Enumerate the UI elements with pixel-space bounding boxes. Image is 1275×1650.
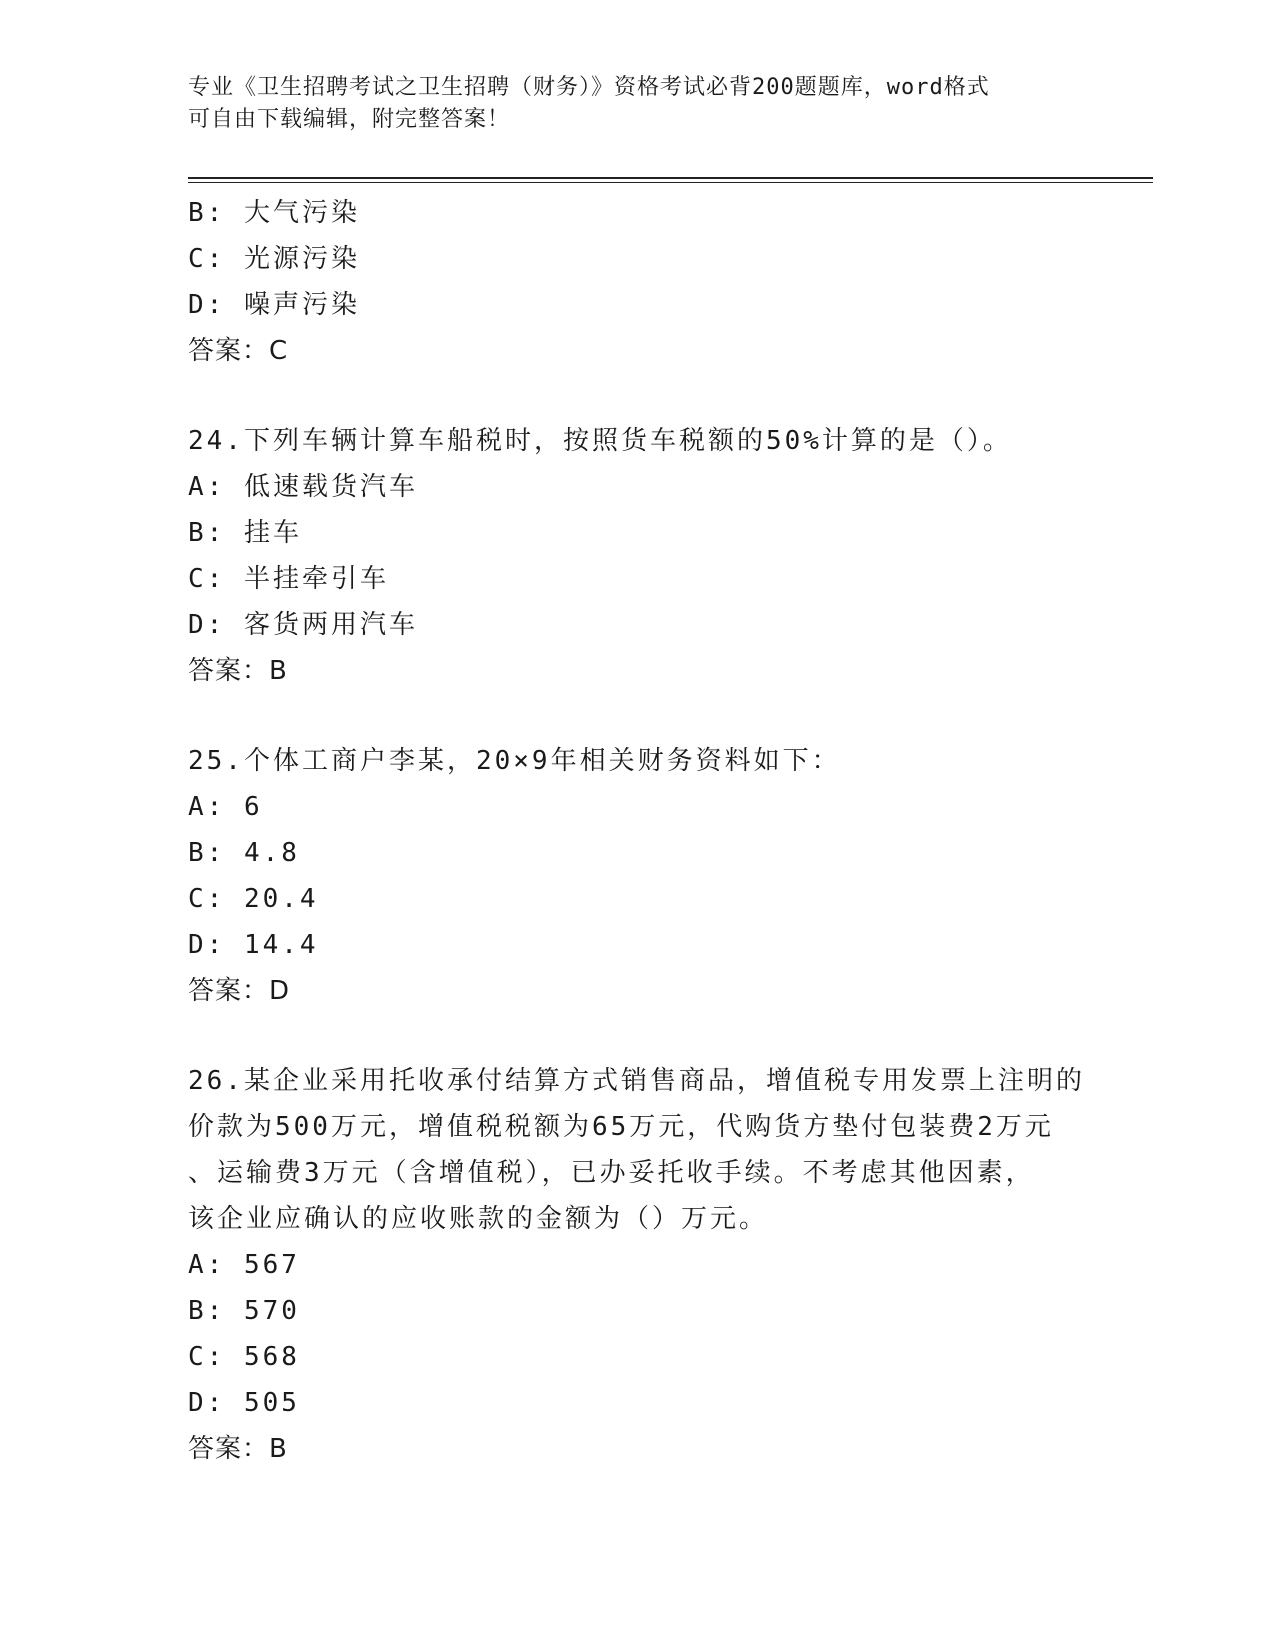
option-b: B: 大气污染 (188, 198, 360, 228)
option-c: C: 半挂牵引车 (188, 564, 389, 594)
answer: 答案：B (188, 1434, 288, 1464)
answer: 答案：B (188, 656, 288, 686)
question-25 (188, 738, 1088, 1014)
spacer (188, 1014, 1088, 1058)
option-a: A: 6 (188, 792, 263, 822)
document-header (188, 72, 1068, 136)
question-list (188, 190, 1088, 1472)
option-a: A: 低速载货汽车 (188, 472, 418, 502)
spacer (188, 374, 1088, 418)
option-a: A: 567 (188, 1250, 300, 1280)
question-stem: 24.下列车辆计算车船税时，按照货车税额的50%计算的是（）。 (188, 426, 1012, 456)
option-d: D: 14.4 (188, 930, 319, 960)
question-stem-line-1: 26.某企业采用托收承付结算方式销售商品，增值税专用发票上注明的 (188, 1066, 1085, 1096)
question-stem: 25.个体工商户李某，20×9年相关财务资料如下： (188, 746, 841, 776)
option-d: D: 噪声污染 (188, 290, 360, 320)
option-c: C: 568 (188, 1342, 300, 1372)
option-b: B: 挂车 (188, 518, 302, 548)
question-stem-line-3: 、运输费3万元（含增值税），已办妥托收手续。不考虑其他因素， (188, 1158, 1035, 1188)
option-c: C: 光源污染 (188, 244, 360, 274)
option-c: C: 20.4 (188, 884, 319, 914)
option-d: D: 客货两用汽车 (188, 610, 418, 640)
answer: 答案：C (188, 336, 289, 366)
header-divider (188, 177, 1153, 183)
option-b: B: 4.8 (188, 838, 300, 868)
answer: 答案：D (188, 976, 291, 1006)
option-b: B: 570 (188, 1296, 300, 1326)
question-26 (188, 1058, 1088, 1472)
header-line-1: 专业《卫生招聘考试之卫生招聘（财务）》资格考试必背200题题库，word格式 (188, 75, 990, 100)
question-23 (188, 190, 1088, 374)
option-d: D: 505 (188, 1388, 300, 1418)
question-stem-line-4: 该企业应确认的应收账款的金额为（）万元。 (188, 1204, 769, 1234)
spacer (188, 694, 1088, 738)
header-line-2: 可自由下载编辑，附完整答案！ (188, 107, 511, 132)
question-24 (188, 418, 1088, 694)
question-stem-line-2: 价款为500万元，增值税税额为65万元，代购货方垫付包装费2万元 (188, 1112, 1054, 1142)
